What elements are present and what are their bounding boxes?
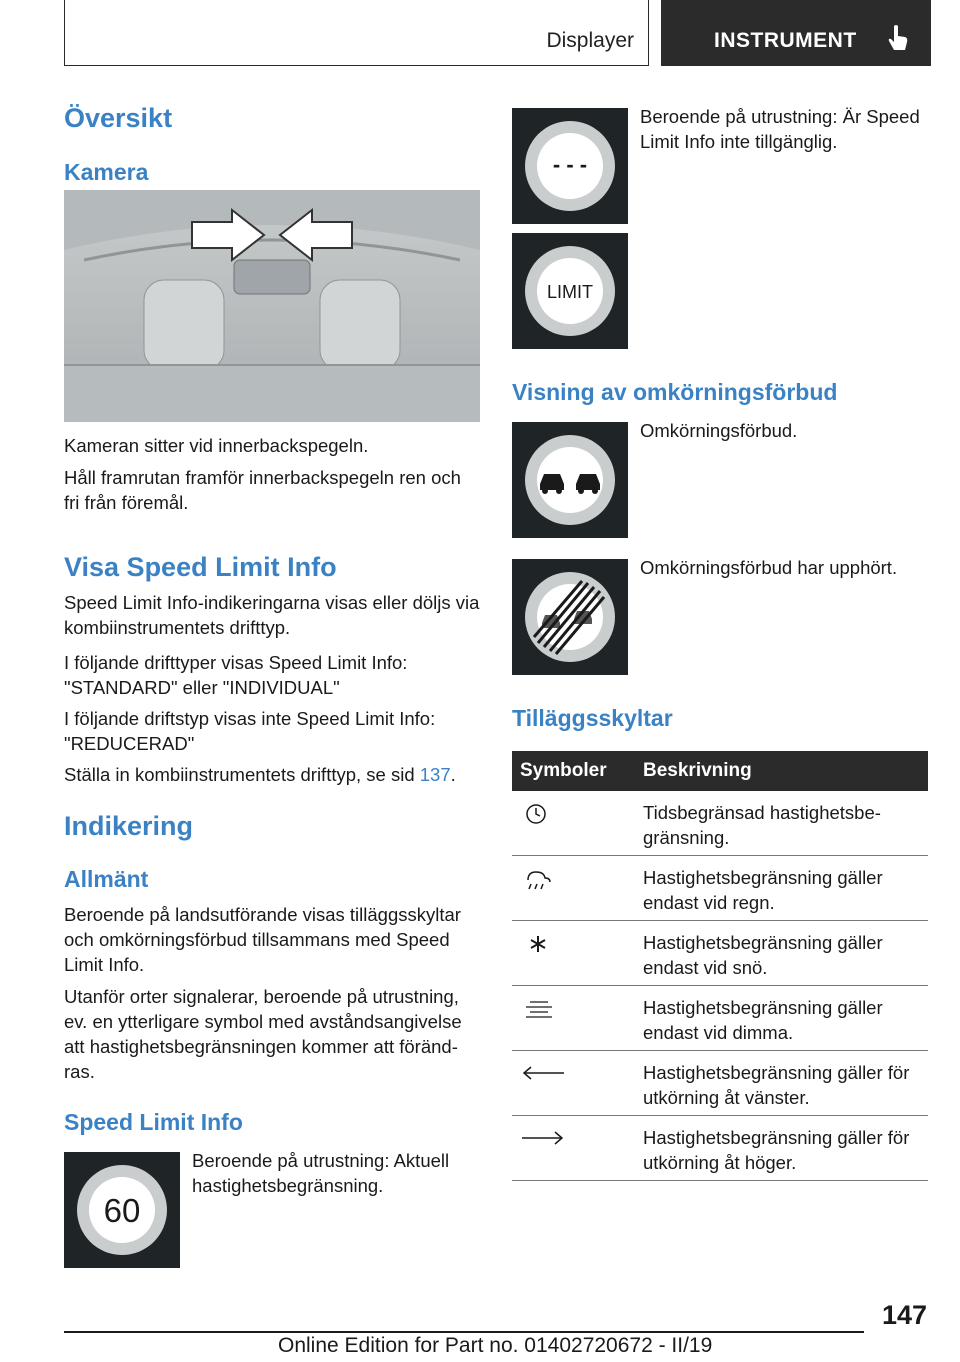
page-title: Översikt bbox=[64, 103, 173, 133]
header-section-label: Displayer bbox=[546, 29, 634, 52]
speed-limit-value: 60 bbox=[103, 1192, 141, 1229]
footer-edition: Online Edition for Part no. 01402720672 - II/19 bbox=[278, 1334, 713, 1357]
limit-sign-label: LIMIT bbox=[546, 282, 594, 302]
indikering-heading: Indikering bbox=[64, 811, 194, 841]
allmant-paragraph-1: Beroende på landsutförande visas tilläggsskyltar och omkörningsförbud tillsammans med Speed Limit Info. bbox=[64, 904, 461, 975]
camera-illustration bbox=[64, 190, 480, 422]
table-row bbox=[512, 1116, 928, 1181]
supplementary-signs-table bbox=[512, 751, 928, 1181]
snow-icon bbox=[520, 931, 560, 957]
visa-paragraph-4 bbox=[64, 762, 484, 787]
allmant-paragraph-2: Utanför orter signalerar, beroende på utrustning, ev. en ytterligare symbol med avståndsangivelse att hastighetsbegränsningen kommer att föränd-ras. bbox=[64, 986, 462, 1082]
no-overtaking-sign bbox=[512, 422, 628, 538]
table-row bbox=[512, 921, 928, 986]
column-header-description: Beskrivning bbox=[643, 760, 752, 781]
table-row bbox=[512, 986, 928, 1051]
no-overtaking-icon bbox=[512, 422, 628, 538]
visa-speed-limit-heading: Visa Speed Limit Info bbox=[64, 552, 337, 582]
speed-limit-info-heading: Speed Limit Info bbox=[64, 1109, 243, 1135]
fog-icon bbox=[520, 996, 560, 1022]
rain-icon bbox=[520, 866, 560, 892]
no-limit-info-icon bbox=[512, 108, 628, 224]
page-number: 147 bbox=[881, 1300, 927, 1330]
omkorning-heading: Visning av omkörningsförbud bbox=[512, 379, 838, 405]
not-available-dashes: - - - bbox=[552, 152, 588, 177]
end-no-overtaking-icon bbox=[512, 559, 628, 675]
table-cell-description: Hastighetsbegränsning gäller endast vid dimma. bbox=[643, 997, 883, 1043]
header-chapter-label: INSTRUMENT bbox=[714, 29, 857, 52]
table-cell-description: Hastighetsbegränsning gäller endast vid snö. bbox=[643, 932, 883, 978]
table-row bbox=[512, 856, 928, 921]
visa-paragraph-3: I följande driftstyp visas inte Speed Limit Info: "REDUCERAD" bbox=[64, 708, 436, 754]
allmant-heading: Allmänt bbox=[64, 866, 149, 892]
visa-paragraph-2: I följande drifttyper visas Speed Limit Info: "STANDARD" eller "INDIVIDUAL" bbox=[64, 652, 408, 698]
camera-heading: Kamera bbox=[64, 159, 149, 185]
arrow-left-icon bbox=[520, 1061, 566, 1087]
table-cell-description: Tidsbegränsad hastighetsbe- gränsning. bbox=[643, 802, 881, 848]
not-available-paragraph: Beroende på utrustning: Är Speed Limit Info inte tillgänglig. bbox=[640, 106, 920, 152]
visa-paragraph-1: Speed Limit Info-indikeringarna visas eller döljs via kombiinstrumentets drifttyp. bbox=[64, 592, 480, 638]
omkorning-paragraph-1: Omkörningsförbud. bbox=[640, 420, 798, 441]
camera-paragraph-1: Kameran sitter vid innerbackspegeln. bbox=[64, 435, 369, 456]
table-cell-description: Hastighetsbegränsning gäller endast vid regn. bbox=[643, 867, 883, 913]
limit-icon bbox=[512, 233, 628, 349]
table-cell-description: Hastighetsbegränsning gäller för utkörning åt vänster. bbox=[643, 1062, 910, 1108]
pointing-hand-icon bbox=[887, 24, 909, 52]
arrow-right-icon bbox=[520, 1126, 566, 1152]
tillaggsskyltar-heading: Tilläggsskyltar bbox=[512, 705, 673, 731]
omkorning-paragraph-2: Omkörningsförbud har upphört. bbox=[640, 557, 898, 578]
table-row bbox=[512, 791, 928, 856]
clock-icon bbox=[520, 801, 560, 827]
header-section-tab bbox=[64, 0, 649, 66]
table-header bbox=[512, 751, 928, 791]
sli-paragraph-1: Beroende på utrustning: Aktuell hastighetsbegränsning. bbox=[192, 1150, 450, 1196]
end-no-overtaking-sign bbox=[512, 559, 628, 675]
page-link-137[interactable]: 137 bbox=[419, 764, 451, 785]
camera-paragraph-2: Håll framrutan framför innerbackspegeln ren och fri från föremål. bbox=[64, 467, 461, 513]
column-header-symbols: Symboler bbox=[520, 760, 607, 781]
footer-divider bbox=[64, 1331, 864, 1333]
table-row bbox=[512, 1051, 928, 1116]
speed-limit-60-sign bbox=[64, 1152, 180, 1268]
table-cell-description: Hastighetsbegränsning gäller för utkörning åt höger. bbox=[643, 1127, 910, 1173]
limit-sign bbox=[512, 233, 628, 349]
visa-paragraph-4-end: . bbox=[450, 764, 456, 785]
speed-limit-sign-icon bbox=[64, 1152, 180, 1268]
visa-paragraph-4-text: Ställa in kombiinstrumentets drifttyp, se sid bbox=[64, 764, 415, 785]
not-available-sign bbox=[512, 108, 628, 224]
header-chapter-tab bbox=[661, 0, 931, 66]
